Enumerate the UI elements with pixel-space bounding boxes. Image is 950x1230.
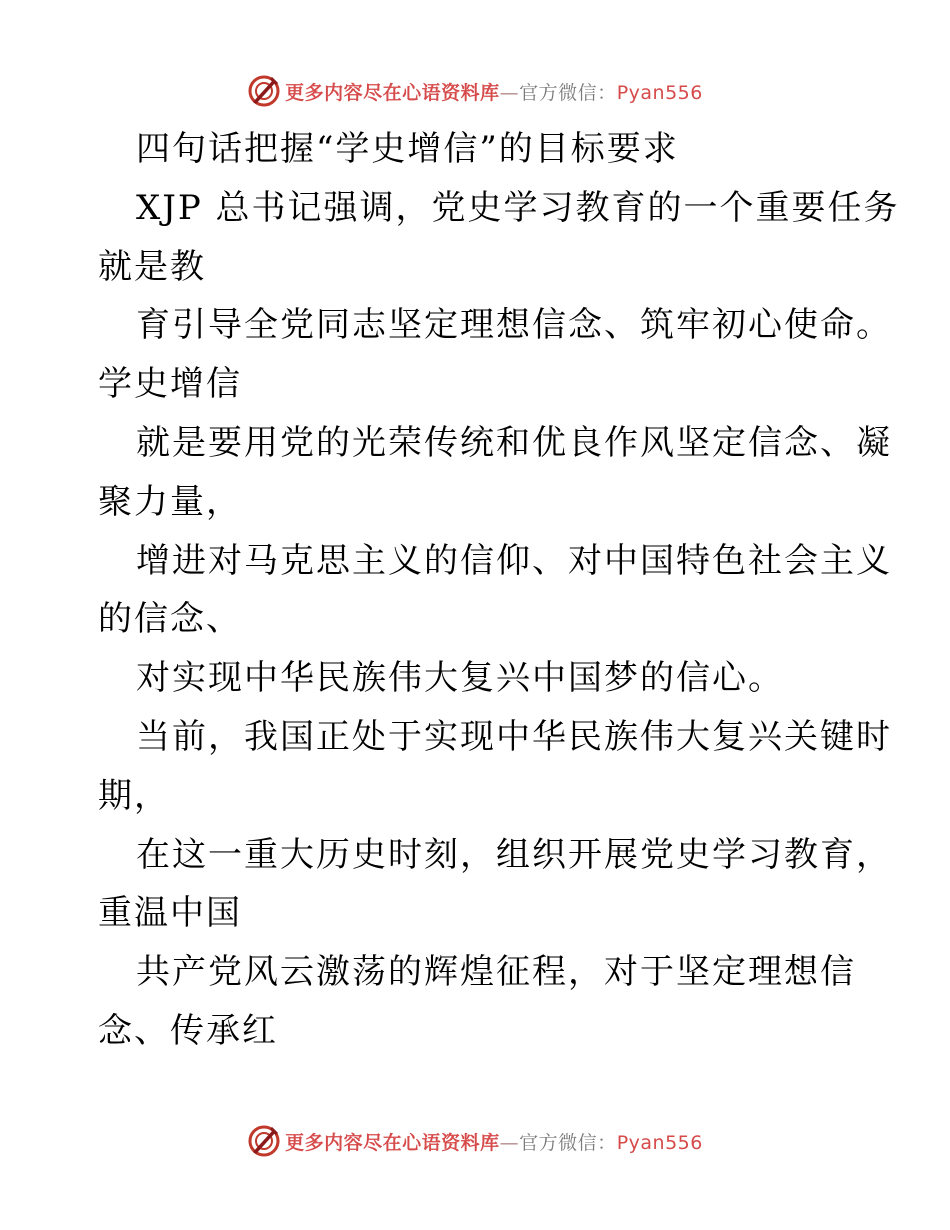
text-line: 聚力量， [98,481,242,522]
text-line: 当前，我国正处于实现中华民族伟大复兴关键时 [136,716,892,757]
text-line: 学史增信 [98,364,242,405]
watermark-wechat-label: 官方微信： [519,81,617,104]
watermark-wechat-id: Pyan556 [616,1131,703,1154]
watermark-wechat-id: Pyan556 [616,81,703,104]
watermark-wechat-label: 官方微信： [519,1131,617,1154]
text-line: 增进对马克思主义的信仰、对中国特色社会主义 [136,540,892,581]
watermark-text [285,1128,703,1155]
watermark-main-text: 更多内容尽在心语资料库 [285,81,500,104]
watermark-main-text: 更多内容尽在心语资料库 [285,1131,500,1154]
document-body [98,120,900,1061]
quill-logo-icon [247,1124,281,1158]
text-line: 在这一重大历史时刻，组织开展党史学习教育， [136,834,892,875]
text-line: 念、传承红 [98,1010,278,1051]
text-line: 就是教 [98,246,206,287]
footer-watermark-banner [0,1121,950,1161]
text-line: 的信念、 [98,599,242,640]
text-line: XJP 总书记强调，党史学习教育的一个重要任务 [136,187,900,228]
text-line: 共产党风云激荡的辉煌征程，对于坚定理想信 [136,952,856,993]
text-line: 就是要用党的光荣传统和优良作风坚定信念、凝 [136,422,892,463]
watermark-text [285,78,703,105]
text-line: 对实现中华民族伟大复兴中国梦的信心。 [136,658,784,699]
text-line: 四句话把握“学史增信”的目标要求 [136,129,679,169]
header-watermark-banner [0,71,950,111]
watermark-dash: — [499,81,520,104]
quill-logo-icon [247,74,281,108]
text-line: 期， [98,775,170,816]
watermark-dash: — [499,1131,520,1154]
text-line: 重温中国 [98,893,242,934]
text-line: 育引导全党同志坚定理想信念、筑牢初心使命。 [136,305,892,346]
